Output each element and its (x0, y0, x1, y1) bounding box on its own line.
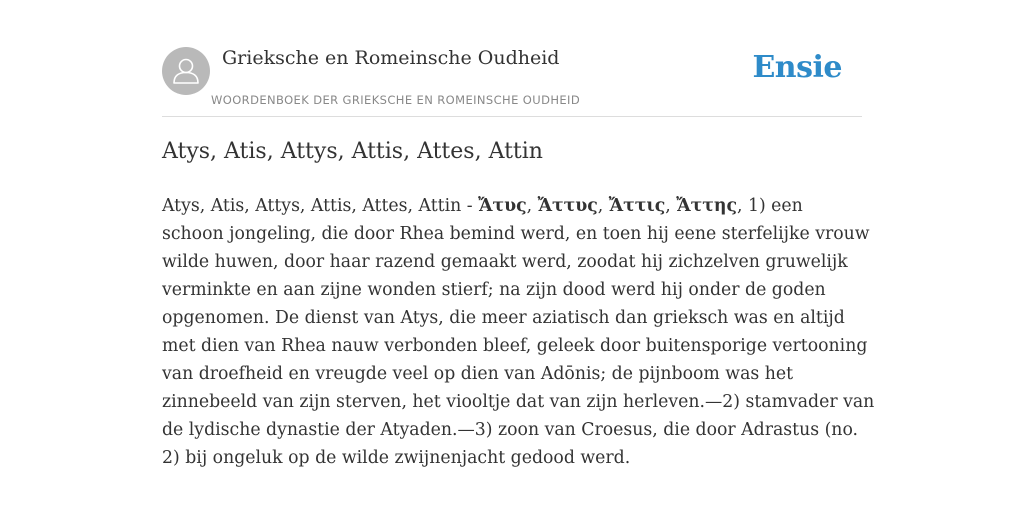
entry-definition (162, 192, 875, 472)
entry-title: Atys, Atis, Attys, Attis, Attes, Attin (162, 139, 543, 164)
greek-term: Ἄττις (608, 196, 666, 216)
definition-line (162, 192, 866, 220)
definition-line: de lydische dynastie der Atyaden.—3) zoon van Croesus, die door Adrastus (no. (162, 420, 859, 440)
site-subtitle: WOORDENBOEK DER GRIEKSCHE EN ROMEINSCHE OUDHEID (211, 93, 581, 107)
site-title[interactable]: Grieksche en Romeinsche Oudheid (222, 47, 560, 69)
definition-line: met dien van Rhea nauw verbonden bleef, geleek door buitensporige vertooning (162, 336, 868, 356)
site-header (162, 46, 862, 117)
greek-term: Ἄττης (676, 196, 737, 216)
definition-line: schoon jongeling, die door Rhea bemind werd, en toen hij eene sterfelijke vrouw (162, 224, 870, 244)
avatar-silhouette-icon (162, 47, 210, 95)
term-separator: , (665, 196, 677, 216)
definition-text: , 1) een (736, 196, 803, 216)
greek-term: Ἄτυς (478, 196, 527, 216)
ensie-logo[interactable]: Ensie (752, 50, 842, 85)
definition-line: zinnebeeld van zijn sterven, het viooltje dat van zijn herleven.—2) stamvader van (162, 392, 875, 412)
greek-term: Ἄττυς (537, 196, 598, 216)
definition-lead: Atys, Atis, Attys, Attis, Attes, Attin - (162, 196, 479, 216)
definition-line: opgenomen. De dienst van Atys, die meer aziatisch dan grieksch was en altijd (162, 308, 845, 328)
definition-line: 2) bij ongeluk op de wilde zwijnenjacht gedood werd. (162, 448, 631, 468)
definition-line: van droefheid en vreugde veel op dien van Adōnis; de pijnboom was het (162, 364, 794, 384)
term-separator: , (597, 196, 609, 216)
term-separator: , (526, 196, 538, 216)
definition-line: verminkte en aan zijne wonden stierf; na zijn dood werd hij onder de goden (162, 280, 826, 300)
user-avatar-icon[interactable] (162, 47, 210, 95)
definition-line: wilde huwen, door haar razend gemaakt werd, zoodat hij zichzelven gruwelijk (162, 252, 848, 272)
